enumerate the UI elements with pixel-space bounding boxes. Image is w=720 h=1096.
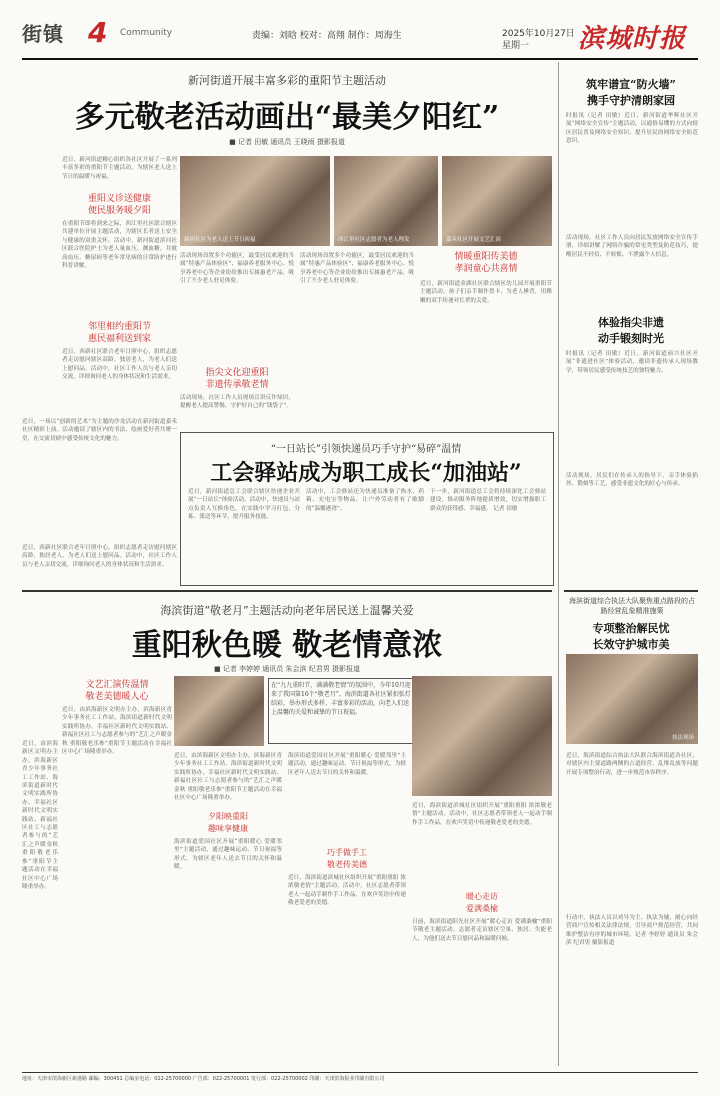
article3-p1-left: 近日，由滨海新区文明办主办，滨海新区青少年事务社工工作站、海滨街道新时代文明实践所协办，幸福社区新时代文明实践站、新福社区社工与志愿者参与的“艺汇之声暖金秋 重阳敬老乐参”重阳节主题活动在幸福社区中心广场隆重举办。: [22, 741, 58, 890]
article1-sub2b: 惠民福利送到家: [87, 334, 151, 344]
editor-credits: 责编：刘晗 校对：高翔 制作：周海生: [252, 31, 402, 41]
article3-p3: 近日，海滨街道滨城社区组织开展“重阳重阳 浓浓敬老情”主题活动。活动中，社区志愿者带领老人一起动手制作手工作品，在欢声笑语中传递敬老爱老的美德。: [288, 875, 406, 907]
issue-date: 2025年10月27日: [502, 29, 575, 39]
section-name: 街镇: [22, 22, 64, 46]
right3-p2: 行动中，执法人员以劝导为主、执法为辅，耐心向经营商户宣传相关法律法规，引导商户规范经营，共同维护整洁有序的城市环境。记者 李婷婷 通讯员 朱会滨 纪君男 摄影报道: [566, 915, 698, 947]
right1-title2: 携手守护清朗家园: [587, 94, 675, 107]
article3-sub4: 暖心走访: [466, 892, 498, 901]
article3-p1b: 近日，由滨海新区文明办主办，滨海新区青少年事务社工工作站、海滨街道新时代文明实践所协办，幸福社区新时代文明实践站、新福社区社工与志愿者参与的“艺汇之声暖金秋 重阳敬老乐参”重阳节主题活动在幸福社区中心广场隆重举办。: [174, 753, 282, 802]
article3-kicker: 海滨街道“敬老月”主题活动向老年居民送上温馨关爱: [160, 604, 414, 617]
page-number: 4: [88, 16, 108, 49]
article1-kicker: 新河街道开展丰富多彩的重阳节主题活动: [188, 74, 386, 87]
article3-p2: 海滨街道爱国社区开展“重阳暖心 爱暖邻里”主题活动，通过趣味运动、节日祝福等形式，为辖区老年人送去节日的关怀和温暖。: [174, 839, 282, 871]
article2-p1: 近日，新河街道总工会联合辖区快递企业开展“一日站长”体验活动。活动中，快递员与站点负责人互换角色，在实践中学习打包、分拣、派送等环节，提升服务技能。: [188, 489, 300, 521]
article1-sub1: 重阳义诊送健康: [87, 194, 151, 204]
right2-p1: 时报讯（记者 田敏）近日，新河街道前兴社区开展“非遗进社区”体验活动，邀请非遗传承人现场教学，带领居民感受传统技艺的独特魅力。: [566, 351, 698, 374]
article1-p3: 近日，一场以“创新的艺术”为主题的沙龙活动在新河街道嘉禾社区精彩上演。活动邀请了辖区内的书法、绘画爱好者共聚一堂，在交流切磋中感受传统文化的魅力。: [22, 419, 177, 442]
article2-kicker: “一日站长”引领快递员巧手守护“易碎”温情: [270, 444, 462, 455]
article3-photo-2: [412, 676, 552, 796]
section-english: Community: [120, 28, 173, 38]
article3-title: 重阳秋色暖 敬老情意浓: [131, 628, 443, 663]
article1-sub4: 情暖重阳传美德: [454, 252, 518, 262]
right2-title2: 动手锻刻时光: [598, 332, 664, 345]
article3-sub4b: 爱满桑榆: [466, 904, 498, 913]
page-footer: 地址：天津市滨海新区新港路 邮编：300451 总编室电话：022-25700000 广告部：022-25700001 发行部：022-25700002 印刷：天津滨海报业印刷有限公司: [22, 1072, 698, 1083]
right2-p2: 活动现场，居民们在传承人的指导下，亲手体验掐丝、锻刻等工艺，感受非遗文化的匠心与传承。: [566, 473, 698, 488]
article1-p4: 活动现场设置多个功能区，最受居民欢迎的当属“特惠产品体验区”，福康养老服务中心、悦享养老中心等企业纷纷推出专属惠老产品，吸引了不少老人驻足体验。: [180, 253, 294, 285]
article1-p1: 在重阳节即将到来之际，西江里社区联合辖区共建单位开展主题活动，为辖区长者送上安全与健康的双重关怀。活动中，新河街道滨河社区联合医院护士为老人量血压、测血糖，并就高血压、糖尿病等老年常见病的日常防护进行科普讲解。: [62, 221, 177, 270]
right1-p1: 时报讯（记者 田敏）近日，新河街道华辉社区开展“网络安全宣传”主题活动，以通俗易懂的方式向辖区居民普及网络安全知识，提升居民的网络安全防范意识。: [566, 113, 698, 145]
right2-title: 体验指尖非遗: [598, 316, 664, 329]
right1-title: 筑牢谱宣“防火墙”: [586, 78, 676, 91]
right3-kicker: 海滨街道综合执法大队聚焦重点路段的占路经营乱象精准施策: [569, 597, 695, 615]
article3-sub3b: 敬老传美德: [327, 860, 367, 869]
article2-p3: 下一步，新河街道总工会将持续深化工会驿站建设，推动服务阵地提质增效，切实增强职工群众的获得感、幸福感。 记者 田敏: [430, 489, 546, 512]
article3-p1: 近日，由滨海新区文明办主办，滨海新区青少年事务社工工作站、海滨街道新时代文明实践所协办，幸福社区新时代文明实践站、新福社区社工与志愿者参与的“艺汇之声暖金秋 重阳敬老乐参”重阳节主题活动在幸福社区中心广场隆重举办。: [62, 707, 172, 756]
article3-sub2: 夕阳映重阳: [208, 812, 248, 821]
article1-p5b: 活动现场设置多个功能区，最受居民欢迎的当属“特惠产品体验区”，福康养老服务中心、悦享养老中心等企业纷纷推出专属惠老产品，吸引了不少老人驻足体验。: [300, 253, 414, 285]
right3-photo: 执法现场: [566, 654, 698, 744]
article1-p2: 近日，西新社区联合老年日照中心，组织志愿者走访慰问辖区高龄、独居老人，为老人们送上慰问品。活动中，社区工作人员与老人亲切交流，详细询问老人的身体状况和生活需求。: [62, 349, 177, 381]
article1-sub3: 指尖文化迎重阳: [205, 368, 269, 378]
article3-p4: 日前，海滨街道阳光社区开展“暖心走访 爱满桑榆”重阳节敬老主题活动。志愿者走访辖区空巢、独居、失能老人，为他们送去节日慰问品和温暖问候。: [412, 919, 552, 942]
article1-intro: 近日，新河街道精心组织各社区开展了一系列丰富多彩的重阳节主题活动，为辖区老人送上节日的温暖与祝福。: [62, 157, 177, 180]
article3-p2b: 海滨街道爱国社区开展“重阳暖心 爱暖邻里”主题活动，通过趣味运动、节日祝福等形式，为辖区老年人送去节日的关怀和温暖。: [288, 753, 406, 776]
article1-sub2: 邻里相约重阳节: [87, 322, 151, 332]
article3-p3b: 近日，海滨街道滨城社区组织开展“重阳重阳 浓浓敬老情”主题活动。活动中，社区志愿者带领老人一起动手制作手工作品，在欢声笑语中传递敬老爱老的美德。: [412, 803, 552, 826]
newspaper-logo: 滨城时报: [578, 24, 687, 54]
article3-byline: ■ 记者 李婷婷 通讯员 朱会滨 纪君男 摄影报道: [214, 665, 360, 673]
article2-title: 工会驿站成为职工成长“加油站”: [210, 460, 522, 486]
article1-photo-3: 嘉禾社区开展文艺汇演: [442, 156, 552, 246]
article1-p5: 活动现场，社区工作人员现场宣讲反诈知识，提醒老人提高警惕，守护好自己的“钱袋子”。: [180, 395, 294, 410]
column-divider: [558, 62, 559, 1066]
article3-sub2b: 趣味享健康: [208, 824, 248, 833]
right1-p2: 活动现场，社区工作人员向居民发放网络安全宣传手册，详细讲解了网络诈骗的常见类型及防范技巧，提醒居民不轻信、不转账、不泄露个人信息。: [566, 235, 698, 258]
right3-title: 专项整治解民忧: [592, 622, 670, 635]
article3-sub1b: 敬老美德暖人心: [85, 692, 149, 702]
article1-sub1b: 便民服务暖夕阳: [87, 206, 151, 216]
article1-sub4b: 孝润童心共喜情: [454, 264, 518, 274]
issue-weekday: 星期一: [502, 41, 530, 51]
right3-p1: 近日，海滨街道综合执法大队联合海滨街道各社区，对辖区内主要道路两侧的占道经营、乱堆乱放等问题开展专项整治行动，进一步规范市容秩序。: [566, 753, 698, 776]
right-divider: [564, 590, 698, 592]
article3-photo-1: [174, 676, 264, 746]
article1-photo-1: 新河社区为老人送上节日祝福: [180, 156, 330, 246]
article3-lead: 在“九九重阳节，满满敬老情”的氛围中，今年10月迎来了我国第16个“敬老月”。海滨街道各社区紧扣张灯结彩，举办形式多样、丰富多彩的活动，向老人们送上温馨的关爱和诚挚的节日祝福。: [268, 678, 414, 744]
article3-sub1: 文艺汇演传温情: [85, 680, 149, 690]
article1-byline: ■ 记者 田敏 通讯员 王晓雨 摄影报道: [229, 138, 345, 146]
article1-sub3b: 非遗传承敬老情: [205, 380, 269, 390]
article3-sub3: 巧手做手工: [327, 848, 367, 857]
article1-photo-2: 西江里社区志愿者为老人理发: [334, 156, 438, 246]
right3-title2: 长效守护城市美: [592, 638, 670, 651]
article1-title: 多元敬老活动画出“最美夕阳红”: [74, 100, 500, 135]
divider: [22, 590, 552, 592]
article1-p3-cont: 近日，西新社区联合老年日照中心，组织志愿者走访慰问辖区高龄、独居老人，为老人们送上慰问品。活动中，社区工作人员与老人亲切交流，详细询问老人的身体状况和生活需求。: [22, 545, 177, 568]
article2-p2: 活动中，工会驿站还为快递员准备了热水、药箱、充电宝等物品，让户外劳动者有了歇脚的“温馨港湾”。: [306, 489, 424, 512]
page-header: [22, 18, 698, 60]
article1-p6: 近日，新河街道金湖社区联合辖区幼儿园开展重阳节主题活动。孩子们亲手制作贺卡、为老人捶背，用稚嫩的双手传递对长辈的关爱。: [420, 281, 552, 304]
